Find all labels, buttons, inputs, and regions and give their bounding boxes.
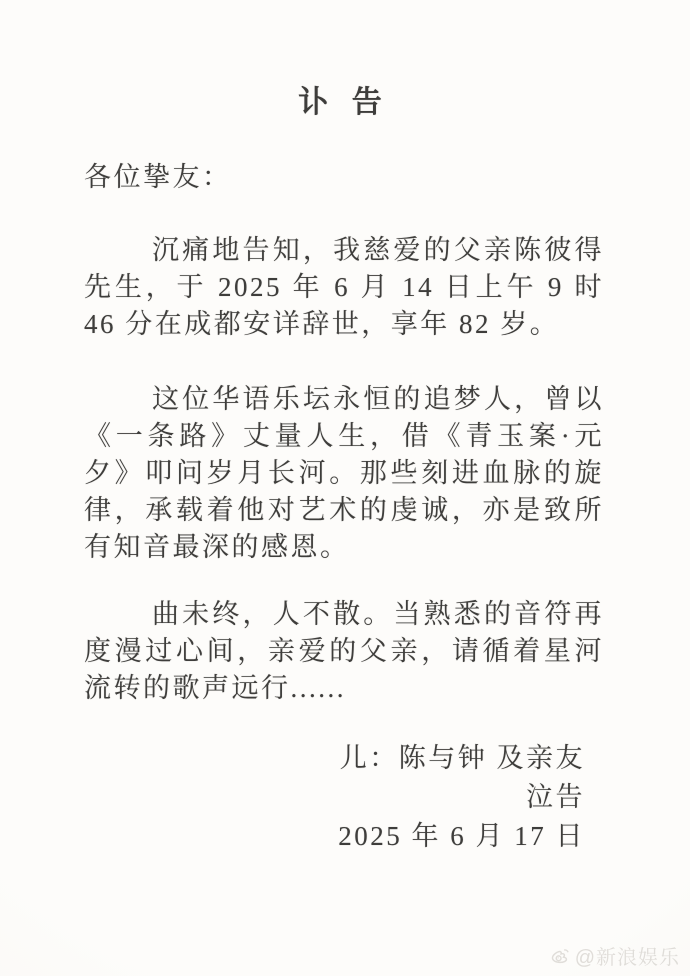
weibo-eye-icon [549,945,571,967]
signature-date: 2025 年 6 月 17 日 [338,821,585,851]
weibo-watermark [549,941,680,970]
paragraph-farewell: 曲未终，人不散。当熟悉的音符再度漫过心间，亲爱的父亲，请循着星河流转的歌声远行...... [84,599,604,703]
watermark-text: @新浪娱乐 [574,947,680,969]
signature-signers: 儿：陈与钟 及亲友 [339,743,585,773]
notice-title: 讣 告 [298,86,390,119]
paragraph-tribute: 这位华语乐坛永恒的追梦人，曾以《一条路》丈量人生，借《青玉案·元夕》叩问岁月长河。那些刻进血脉的旋律，承载着他对艺术的虔诚，亦是致所有知音最深的感恩。 [84,384,604,562]
signature-closing: 泣告 [526,782,585,812]
paragraph-death-announcement: 沉痛地告知，我慈爱的父亲陈彼得先生，于 2025 年 6 月 14 日上午 9 时 46 分在成都安详辞世，享年 82 岁。 [84,235,604,339]
salutation: 各位挚友： [84,162,232,192]
signature-block [84,739,604,856]
